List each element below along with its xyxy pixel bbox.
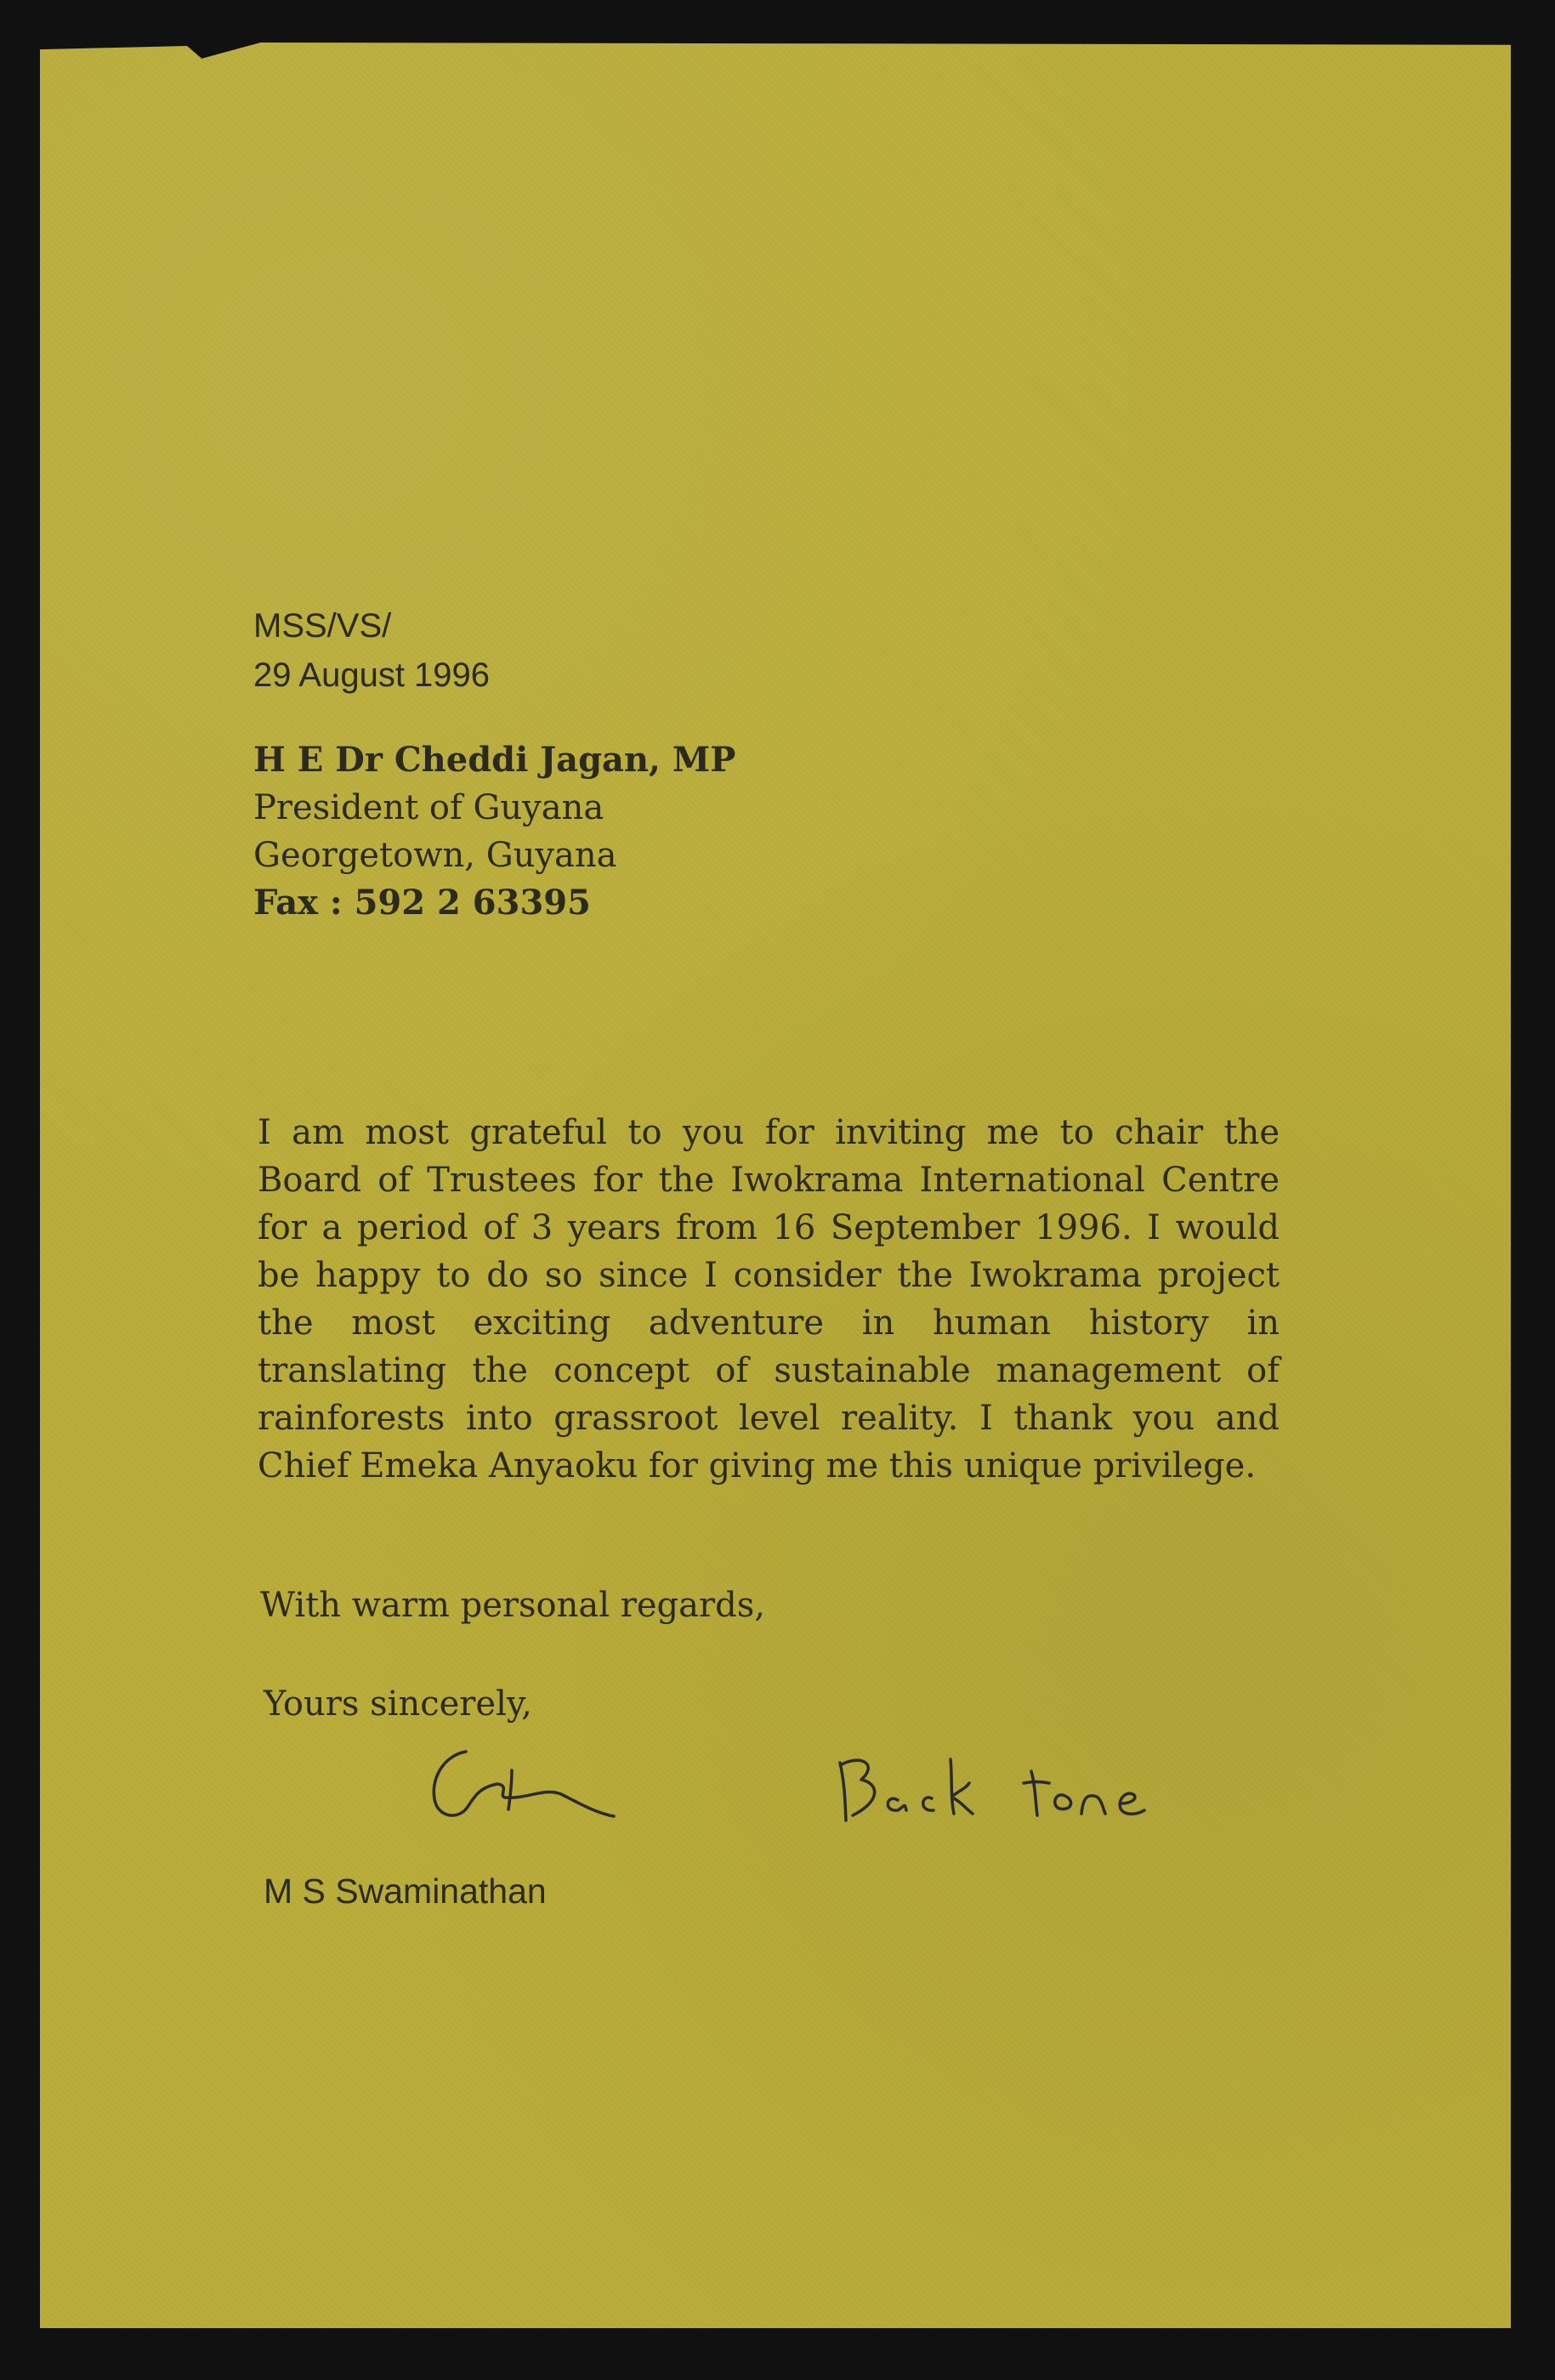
reference-code: MSS/VS/ — [253, 607, 392, 645]
reference-block — [253, 601, 490, 700]
letter-body: I am most grateful to you for inviting me to chair the Board of Trustees for the Iwokrama International Centre for a period of 3 years from 16 September 1996. I would be happy to do so since I consider the Iwokrama project the most exciting adventure in human history in translating the concept of sustainable management of rainforests into grassroot level reality. I thank you and Chief Emeka Anyaoku for giving me this unique privilege. — [258, 1113, 1280, 1485]
sign-off: Yours sincerely, — [264, 1684, 532, 1724]
addressee-fax: Fax : 592 2 63395 — [253, 883, 591, 923]
addressee-block — [253, 736, 735, 927]
addressee-location: Georgetown, Guyana — [253, 836, 617, 875]
signature-image — [417, 1735, 638, 1837]
addressee-name: H E Dr Cheddi Jagan, MP — [253, 740, 736, 780]
letter-date: 29 August 1996 — [253, 656, 491, 694]
signer-name: M S Swaminathan — [264, 1872, 547, 1911]
handwritten-note — [823, 1739, 1180, 1841]
closing-line: With warm personal regards, — [260, 1586, 765, 1625]
addressee-title: President of Guyana — [253, 788, 604, 827]
